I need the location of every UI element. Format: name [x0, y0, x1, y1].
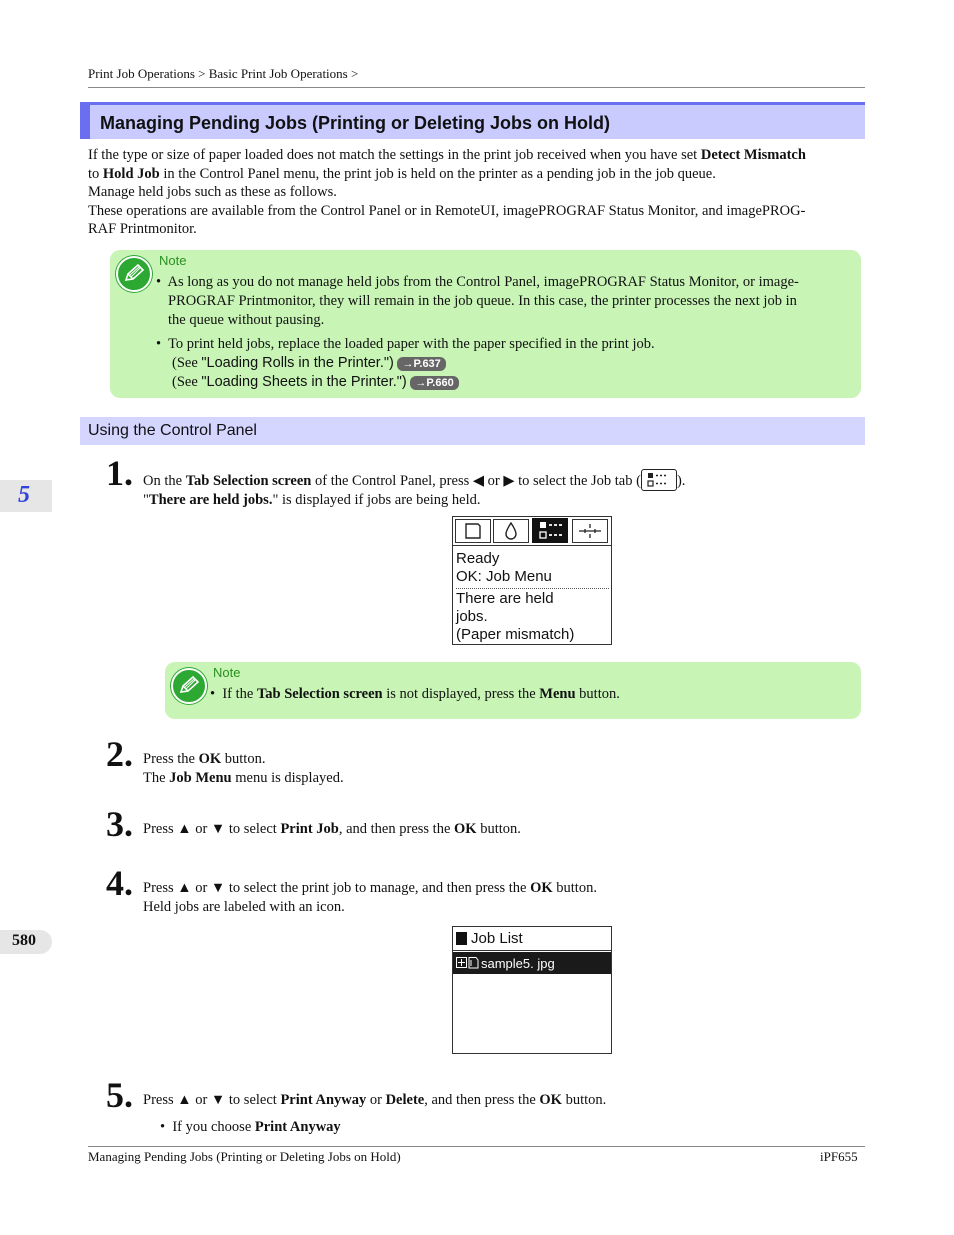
chapter-tab [0, 480, 52, 512]
page-number: 580 [12, 932, 36, 949]
step-number: 3. [106, 804, 133, 844]
page-ref-badge[interactable]: →P.660 [410, 376, 458, 390]
intro-text: to [88, 165, 103, 182]
breadcrumb: Print Job Operations > Basic Print Job Operations > [88, 66, 359, 81]
step-text: Press ▲ or ▼ to select Print Job, and then press the OK button. [143, 821, 521, 837]
intro-bold: Detect Mismatch [700, 147, 806, 163]
note-label: Note [213, 665, 241, 680]
paper-tab-icon [455, 519, 491, 543]
note-bullet: • As long as you do not manage held jobs from the Control Panel, imagePROGRAF Status Monitor, or image- PROGRAF Printmonitor, they will remain in the job queue. In this case, the printer processes the next job in the queue without pausing. [156, 274, 799, 328]
step-bullet: • If you choose Print Anyway [160, 1119, 341, 1135]
page-title: Managing Pending Jobs (Printing or Deleting Jobs on Hold) [100, 113, 610, 133]
header-rule [88, 87, 865, 88]
lcd-status-text: Ready OK: Job Menu [456, 550, 552, 585]
note-bullet: • If the Tab Selection screen is not displayed, press the Menu button. [210, 686, 620, 702]
footer-title: Managing Pending Jobs (Printing or Deleting Jobs on Hold) [88, 1149, 401, 1164]
ref-link[interactable]: "Loading Rolls in the Printer.") [201, 354, 394, 371]
ref-link[interactable]: "Loading Sheets in the Printer.") [201, 373, 407, 390]
intro-text: If the type or size of paper loaded does not match the settings in the print job received when you have set [88, 147, 701, 163]
step-number: 4. [106, 863, 133, 903]
ink-tab-icon [493, 519, 529, 543]
held-job-icon [456, 957, 480, 969]
pencil-icon [116, 256, 152, 292]
lcd-header [453, 927, 611, 951]
section-heading-box [80, 417, 865, 445]
step-number: 5. [106, 1075, 133, 1115]
step-number: 2. [106, 734, 133, 774]
chapter-number: 5 [18, 482, 30, 508]
lcd-selected-item [453, 952, 611, 974]
job-tab-icon [532, 518, 568, 543]
pencil-icon [171, 668, 207, 704]
intro-paragraph [88, 146, 863, 239]
lcd-header-text: Job List [471, 930, 523, 947]
right-arrow-icon: ▶ [503, 473, 515, 489]
page-title-box [80, 102, 865, 139]
lcd-job-list [452, 926, 612, 1054]
job-list-icon [456, 932, 467, 945]
intro-text: These operations are available from the Control Panel or in RemoteUI, imagePROGRAF Status Monitor, and imagePROG- [88, 202, 806, 219]
note-bullet: • To print held jobs, replace the loaded paper with the paper specified in the print job. (See "Loading Rolls in the Printer.") →P.637 (See "Loading Sheets in the Printer.") →P.660 [156, 336, 655, 390]
lcd-divider [456, 588, 609, 589]
note-box [165, 662, 861, 719]
step-text: Press ▲ or ▼ to select Print Anyway or Delete, and then press the OK button. [143, 1092, 607, 1108]
left-arrow-icon: ◀ [472, 473, 485, 489]
step-text: Press ▲ or ▼ to select the print job to manage, and then press the OK button. Held jobs are labeled with an icon. [143, 880, 597, 915]
lcd-tab-bar [453, 517, 611, 546]
intro-text: in the Control Panel menu, the print job is held on the printer as a pending job in the job queue. [159, 165, 716, 182]
intro-text: Manage held jobs such as these as follows. [88, 184, 337, 201]
lcd-message-text: There are held jobs. (Paper mismatch) [456, 590, 575, 643]
step-number: 1. [106, 453, 133, 493]
settings-tab-icon [572, 519, 608, 543]
page-ref-badge[interactable]: →P.637 [397, 357, 445, 371]
page-number-tab [0, 930, 52, 954]
note-label: Note [159, 253, 187, 268]
lcd-screen [452, 516, 612, 645]
footer-rule [88, 1146, 865, 1147]
note-box [110, 250, 861, 398]
footer-model: iPF655 [820, 1149, 858, 1164]
intro-bold: Hold Job [102, 165, 160, 182]
intro-text: RAF Printmonitor. [88, 221, 197, 238]
step-text: On the Tab Selection screen of the Control Panel, press ◀ or ▶ to select the Job tab ( ). "There are held jobs." is displayed if jobs are being held. [143, 469, 863, 510]
job-item-name: sample5. jpg [481, 956, 555, 971]
job-tab-icon [641, 469, 677, 491]
step-text: Press the OK button. The Job Menu menu is displayed. [143, 751, 344, 786]
section-title: Using the Control Panel [88, 422, 257, 439]
